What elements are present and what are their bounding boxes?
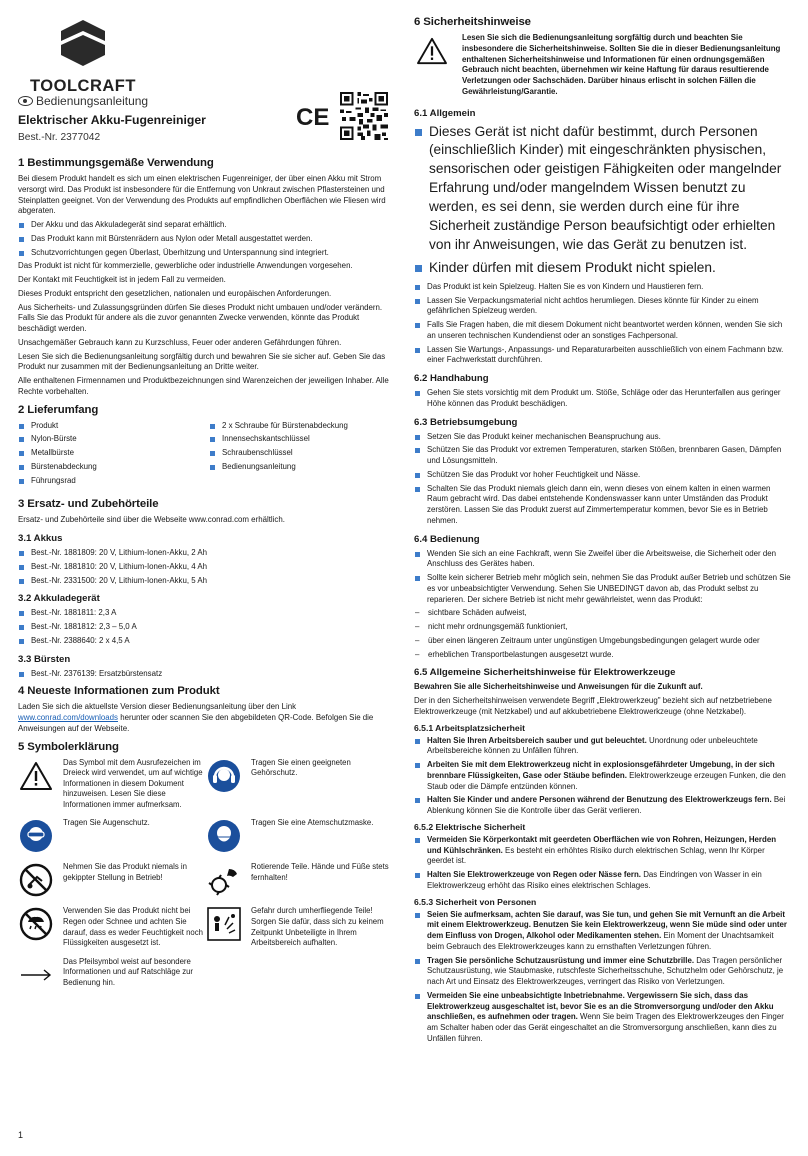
flying-debris-icon (207, 907, 241, 941)
list-item: Schutzvorrichtungen gegen Überlast, Überhitzung und Unterspannung sind integriert. (18, 248, 394, 259)
list-item: Best.-Nr. 2376139: Ersatzbürstensatz (18, 669, 394, 680)
warning-icon (416, 37, 448, 65)
list-item: Schraubenschlüssel (209, 448, 394, 459)
list-item: Das Produkt ist kein Spielzeug. Halten Sie es von Kindern und Haustieren fern. (414, 282, 792, 293)
symbol-entry (18, 862, 206, 898)
safety-warning (414, 33, 792, 98)
list-item: Schalten Sie das Produkt niemals gleich dann ein, wenn dieses von einem kalten in einen warmen Raum gebracht wird. Das dabei entstehende Kondenswasser kann unter Umständen das Produkt zerstören. Lassen Sie das Produkt zuerst auf Zimmertemperatur kommen, bevor Sie es in Betrieb nehmen. (414, 484, 792, 527)
subsection-title: 6.4 Bedienung (414, 533, 480, 545)
paragraph: Der Kontakt mit Feuchtigkeit ist in jedem Fall zu vermeiden. (18, 275, 226, 284)
symbol-entry (18, 758, 206, 811)
list-item: Seien Sie aufmerksam, achten Sie darauf, was Sie tun, und gehen Sie mit Vernunft an die Arbeit mit einem Elektrowerkzeug. Benutzen Sie kein Elektrowerkzeug, wenn Sie müde sind oder unter dem Einfluss von Drogen, Alkohol oder Medikamenten stehen. Ein Moment der Unachtsamkeit beim Gebrauch des Elektrowerkzeuges kann zu ernsthaften Verletzungen führen. (414, 910, 792, 953)
delivery-list (18, 421, 394, 493)
subsection-title: 6.2 Handhabung (414, 373, 489, 384)
list-item: Halten Sie Elektrowerkzeuge von Regen oder Nässe fern. Das Eindringen von Wasser in ein Elektrowerkzeug erhöht das Risiko eines elektrischen Schlages. (414, 870, 792, 892)
eye-icon (18, 96, 33, 106)
toolcraft-logo-icon (55, 18, 111, 68)
symbol-text: Tragen Sie eine Atemschutzmaske. (251, 818, 374, 828)
list-item: Halten Sie Kinder und andere Personen während der Benutzung des Elektrowerkzeugs fern. Bei Ablenkung können Sie die Kontrolle über das Gerät verlieren. (414, 795, 792, 817)
right-column (414, 0, 792, 1156)
no-rain-icon (19, 907, 53, 941)
list-item: Bedienungsanleitung (209, 462, 394, 473)
list-item: Dieses Gerät ist nicht dafür bestimmt, durch Personen (einschließlich Kinder) mit eingeschränkten physischen, sensorischen oder geistigen Fähigkeiten oder mangelnder Erfahrung und/oder mangelndem Wissen benutzt zu werden, es sei denn, sie werden durch eine für ihre Sicherheit zuständige Person beaufsichtigt oder erhielten von ihr Anweisungen, wie das Gerät zu benutzen ist. (414, 123, 792, 255)
subsection-title: 3.2 Akkuladegerät (18, 593, 100, 605)
paragraph: Aus Sicherheits- und Zulassungsgründen dürfen Sie dieses Produkt nicht umbauen und/oder verändern. Falls Sie das Produkt für andere als die zuvor genannten Zwecke verwenden, könnte das Produkt beschädigt werden. (18, 302, 383, 333)
symbol-entry (206, 818, 394, 854)
section-title: 3 Ersatz- und Zubehörteile (18, 498, 159, 511)
list-item: Best.-Nr. 1881811: 2,3 A (18, 608, 394, 619)
article-number: Best.-Nr. 2377042 (18, 132, 101, 143)
symbol-entry (18, 818, 206, 854)
right-content (414, 16, 792, 1048)
warning-text: Lesen Sie sich die Bedienungsanleitung sorgfältig durch und beachten Sie insbesondere die Sicherheitshinweise. Sollten Sie die in dieser Bedienungsanleitung enthaltenen Sicherheitshinweise und Informationen für einen ordnungsgemäßen Gebrauch nicht beachten, übernehmen wir keine Haftung für daraus resultierende Verletzungen oder Sachschäden. Darüber hinaus erlischt in solchen Fällen die Gewährleistung/Garantie. (462, 33, 781, 96)
list-item: Best.-Nr. 2331500: 20 V, Lithium-Ionen-Akku, 5 Ah (18, 576, 394, 587)
symbol-entry (18, 957, 206, 993)
list-item: Arbeiten Sie mit dem Elektrowerkzeug nicht in explosionsgefährdeter Umgebung, in der sich brennbare Flüssigkeiten, Gase oder Stäube befinden. Elektrowerkzeuge erzeugen Funken, die den Staub oder die Dämpfe entzünden können. (414, 760, 792, 792)
left-column (18, 0, 394, 1156)
dash-item: – sichtbare Schäden aufweist, (414, 608, 792, 619)
list-item: Best.-Nr. 1881809: 20 V, Lithium-Ionen-Akku, 2 Ah (18, 548, 394, 559)
paragraph: Bewahren Sie alle Sicherheitshinweise und Anweisungen für die Zukunft auf. (414, 682, 703, 692)
list-item: Falls Sie Fragen haben, die mit diesem Dokument nicht beantwortet werden können, wenden Sie sich an unseren technischen Kundendienst oder an sonstiges Fachpersonal. (414, 320, 792, 342)
dash-item: – erheblichen Transportbelastungen ausgesetzt wurde. (414, 650, 792, 661)
list-item: Wenden Sie sich an eine Fachkraft, wenn Sie Zweifel über die Arbeitsweise, die Sicherheit oder den Anschluss des Gerätes haben. (414, 549, 792, 571)
symbol-entry (206, 758, 394, 811)
section-title: 5 Symbolerklärung (18, 740, 119, 753)
list-item: 2 x Schraube für Bürstenabdeckung (209, 421, 394, 432)
symbol-text: Verwenden Sie das Produkt nicht bei Regen oder Schnee und achten Sie darauf, dass es weder Feuchtigkeit noch Flüssigkeiten ausgesetzt ist. (63, 906, 203, 948)
symbol-grid (18, 758, 394, 993)
dash-item: – nicht mehr ordnungsgemäß funktioniert, (414, 622, 792, 633)
list-item: Best.-Nr. 1881810: 20 V, Lithium-Ionen-Akku, 4 Ah (18, 562, 394, 573)
list-item: Vermeiden Sie Körperkontakt mit geerdeten Oberflächen wie von Rohren, Heizungen, Herden und Kühlschränken. Es besteht ein erhöhtes Risiko durch elektrischen Schlag, wenn Ihr Körper geerdet ist. (414, 835, 792, 867)
paragraph: Alle enthaltenen Firmennamen und Produktbezeichnungen sind Warenzeichen der jeweiligen Inhaber. Alle Rechte vorbehalten. (18, 376, 389, 396)
paragraph: Lesen Sie sich die Bedienungsanleitung sorgfältig durch und bewahren Sie sie sicher auf. Geben Sie das Produkt nur zusammen mit der Bedienungsanleitung an Dritte weiter. (18, 351, 386, 372)
list-item: Schützen Sie das Produkt vor extremen Temperaturen, starken Stößen, brennbaren Gasen, Dämpfen und Lösungsmitteln. (414, 445, 792, 467)
list-item: Lassen Sie Wartungs-, Anpassungs- und Reparaturarbeiten ausschließlich von einem Fachmann bzw. einer Fachwerkstatt durchführen. (414, 345, 792, 367)
bullet-list (18, 220, 394, 258)
symbol-text: Rotierende Teile. Hände und Füße stets fernhalten! (251, 862, 389, 883)
paragraph: Bei diesem Produkt handelt es sich um einen elektrischen Fugenreiniger, der über einen Akku mit Strom versorgt wird. Das Produkt ist insbesondere für die Entfernung von Unkraut zwischen Pflastersteinen und Steinplatten geeignet. Von der Verwendung des Produkts auf empfindlichen Oberflächen wie Fliesen wird abgeraten. (18, 174, 386, 216)
symbol-text: Das Symbol mit dem Ausrufezeichen im Dreieck wird verwendet, um auf wichtige Informationen in diesem Dokument hinzuweisen. Lesen Sie diese Informationen immer aufmerksam. (63, 757, 203, 809)
symbol-text: Nehmen Sie das Produkt niemals in gekippter Stellung in Betrieb! (63, 862, 187, 883)
list-item: Führungsrad (18, 476, 203, 487)
eye-protection-icon (19, 819, 53, 853)
subsection-title: 6.3 Betriebsumgebung (414, 416, 518, 428)
subsection-title: 6.5 Allgemeine Sicherheitshinweise für Elektrowerkzeuge (414, 667, 676, 679)
paragraph: Das Produkt ist nicht für kommerzielle, gewerbliche oder industrielle Anwendungen vorgesehen. (18, 261, 353, 271)
subsection-title: 3.1 Akkus (18, 533, 63, 544)
list-item: Schützen Sie das Produkt vor hoher Feuchtigkeit und Nässe. (414, 470, 792, 481)
list-item: Der Akku und das Akkuladegerät sind separat erhältlich. (18, 220, 394, 231)
subsubsection-title: 6.5.3 Sicherheit von Personen (414, 896, 537, 907)
manual-text: Bedienungsanleitung (36, 94, 149, 108)
subsection-title: 6.1 Allgemein (414, 107, 476, 119)
symbol-entry (18, 906, 206, 948)
symbol-entry (206, 862, 394, 898)
list-item: Vermeiden Sie eine unbeabsichtigte Inbetriebnahme. Vergewissern Sie sich, dass das Elektrowerkzeug ausgeschaltet ist, bevor Sie es an die Stromversorgung und/oder den Akku anschließen, es aufnehmen oder tragen. Wenn Sie beim Tragen des Elektrowerkzeuges den Finger am Schalter haben oder das Gerät eingeschaltet an die Stromversorgung anschließen, kann dies zu Unfällen führen. (414, 991, 792, 1045)
section-title: 2 Lieferumfang (18, 403, 99, 416)
left-content (18, 157, 394, 993)
section-title: 6 Sicherheitshinweise (414, 16, 531, 28)
ce-mark-text: CE (296, 104, 330, 129)
brand-name: TOOLCRAFT (30, 77, 136, 95)
symbol-entry (206, 906, 394, 948)
list-item: Halten Sie Ihren Arbeitsbereich sauber und gut beleuchtet. Unordnung oder unbeleuchtete Arbeitsbereiche können zu Unfällen führen. (414, 736, 792, 758)
paragraph: Unsachgemäßer Gebrauch kann zu Kurzschluss, Feuer oder anderen Gefährdungen führen. (18, 337, 342, 347)
list-item: Gehen Sie stets vorsichtig mit dem Produkt um. Stöße, Schläge oder das Herunterfallen aus geringer Höhe können das Produkt beschädigen. (414, 388, 792, 410)
paragraph: Dieses Produkt entspricht den gesetzlichen, nationalen und europäischen Anforderungen. (18, 288, 332, 298)
list-item: Metallbürste (18, 448, 203, 459)
symbol-text: Gefahr durch umherfliegende Teile! Sorgen Sie dafür, dass sich zu keinem Zeitpunkt Unbeteiligte in Ihrem Arbeitsbereich aufhalten. (251, 906, 384, 948)
paragraph: Ersatz- und Zubehörteile sind über die Webseite www.conrad.com erhältlich. (18, 515, 285, 525)
subsection-title: 3.3 Bürsten (18, 653, 71, 665)
manual-label (18, 94, 148, 108)
warning-icon (19, 761, 53, 791)
arrow-icon (19, 968, 53, 982)
list-item: Lassen Sie Verpackungsmaterial nicht achtlos herumliegen. Dieses könnte für Kinder zu einem gefährlichen Spielzeug werden. (414, 296, 792, 318)
product-name: Elektrischer Akku-Fugenreiniger (18, 113, 206, 127)
list-item: Best.-Nr. 1881812: 2,3 – 5,0 A (18, 622, 394, 633)
downloads-link[interactable]: www.conrad.com/downloads (18, 713, 118, 722)
rotating-parts-icon (207, 863, 241, 897)
symbol-text: Tragen Sie Augenschutz. (63, 818, 150, 828)
list-item: Produkt (18, 421, 203, 432)
list-item: Setzen Sie das Produkt keiner mechanischen Beanspruchung aus. (414, 432, 792, 443)
ce-mark-icon (296, 103, 330, 129)
list-item: Bürstenabdeckung (18, 462, 203, 473)
list-item: Tragen Sie persönliche Schutzausrüstung und immer eine Schutzbrille. Das Tragen persönlicher Schutzausrüstung, wie Staubmaske, rutschfeste Sicherheitsschuhe, Schutzhelm oder Gehörschutz, je nach Art und Einsatz des Elektrowerkzeuges, verringert das Risiko von Verletzungen. (414, 956, 792, 988)
qr-code-icon (340, 92, 388, 140)
paragraph: Der in den Sicherheitshinweisen verwendete Begriff „Elektrowerkzeug" bezieht sich auf netzbetriebene Elektrowerkzeuge (mit Netzkabel) und auf akkubetriebene Elektrowerkzeuge (ohne Netzkabel). (414, 696, 772, 716)
symbol-text: Das Pfeilsymbol weist auf besondere Informationen und auf Ratschläge zur Bedienung hin. (63, 956, 194, 988)
no-tilt-icon (19, 863, 53, 897)
ear-protection-icon (207, 759, 241, 793)
breathing-mask-icon (207, 819, 241, 853)
dash-item: – über einen längeren Zeitraum unter ungünstigen Umgebungsbedingungen gelagert wurde oder (414, 636, 792, 647)
list-item: Best.-Nr. 2388640: 2 x 4,5 A (18, 636, 394, 647)
list-item: Sollte kein sicherer Betrieb mehr möglich sein, nehmen Sie das Produkt außer Betrieb und schützen Sie es vor unbeabsichtigter Verwendung. Sehen Sie UNBEDINGT davon ab, das Produkt selbst zu reparieren. Der sichere Betrieb ist nicht mehr gewährleistet, wenn das Produkt: (414, 573, 792, 605)
subsubsection-title: 6.5.1 Arbeitsplatzsicherheit (414, 722, 525, 733)
section-title: 1 Bestimmungsgemäße Verwendung (18, 157, 214, 169)
list-item: Innensechskantschlüssel (209, 434, 394, 445)
section-title: 4 Neueste Informationen zum Produkt (18, 685, 220, 698)
paragraph: Laden Sie sich die aktuellste Version dieser Bedienungsanleitung über den Link www.conrad.com/downloads herunter oder scannen Sie den abgebildeten QR-Code. Befolgen Sie die Anweisungen auf der Webseite. (18, 702, 374, 733)
symbol-text: Tragen Sie einen geeigneten Gehörschutz. (251, 757, 351, 778)
list-item: Das Produkt kann mit Bürstenrädern aus Nylon oder Metall ausgestattet werden. (18, 234, 394, 245)
list-item: Nylon-Bürste (18, 434, 203, 445)
page-number: 1 (18, 1130, 24, 1140)
subsubsection-title: 6.5.2 Elektrische Sicherheit (414, 821, 526, 832)
brand-logo (20, 18, 146, 96)
list-item: Kinder dürfen mit diesem Produkt nicht spielen. (414, 259, 792, 278)
